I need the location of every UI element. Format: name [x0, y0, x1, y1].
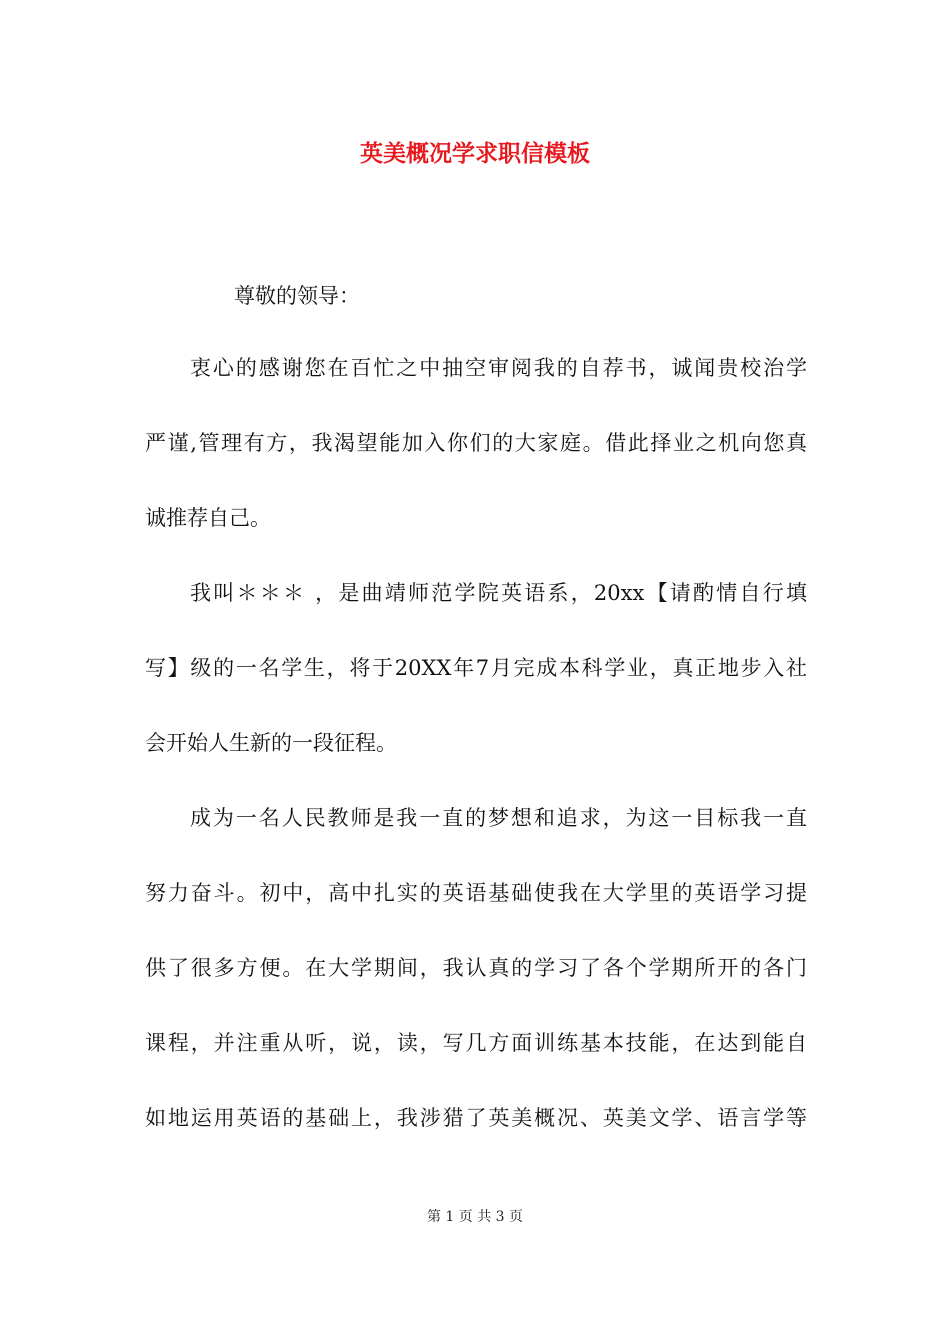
body-line: 严谨,管理有方，我渴望能加入你们的大家庭。借此择业之机向您真	[145, 431, 807, 455]
body-line: 我叫＊＊＊ ，是曲靖师范学院英语系，20xx【请酌情自行填	[190, 581, 807, 605]
salutation: 尊敬的领导：	[234, 284, 360, 308]
body-line: 衷心的感谢您在百忙之中抽空审阅我的自荐书，诚闻贵校治学	[190, 356, 807, 380]
document-title: 英美概况学求职信模板	[360, 140, 590, 167]
body-line: 如地运用英语的基础上，我涉猎了英美概况、英美文学、语言学等	[145, 1106, 807, 1130]
body-line: 努力奋斗。初中，高中扎实的英语基础使我在大学里的英语学习提	[145, 881, 807, 905]
body-line: 诚推荐自己。	[145, 506, 271, 530]
page-number-footer: 第 1 页 共 3 页	[426, 1209, 524, 1225]
body-line: 成为一名人民教师是我一直的梦想和追求，为这一目标我一直	[190, 806, 807, 830]
body-line: 会开始人生新的一段征程。	[145, 731, 397, 755]
body-line: 写】级的一名学生，将于20XX年7月完成本科学业，真正地步入社	[145, 656, 807, 680]
body-line: 课程，并注重从听，说，读，写几方面训练基本技能，在达到能自	[145, 1031, 807, 1055]
body-line: 供了很多方便。在大学期间，我认真的学习了各个学期所开的各门	[145, 956, 807, 980]
